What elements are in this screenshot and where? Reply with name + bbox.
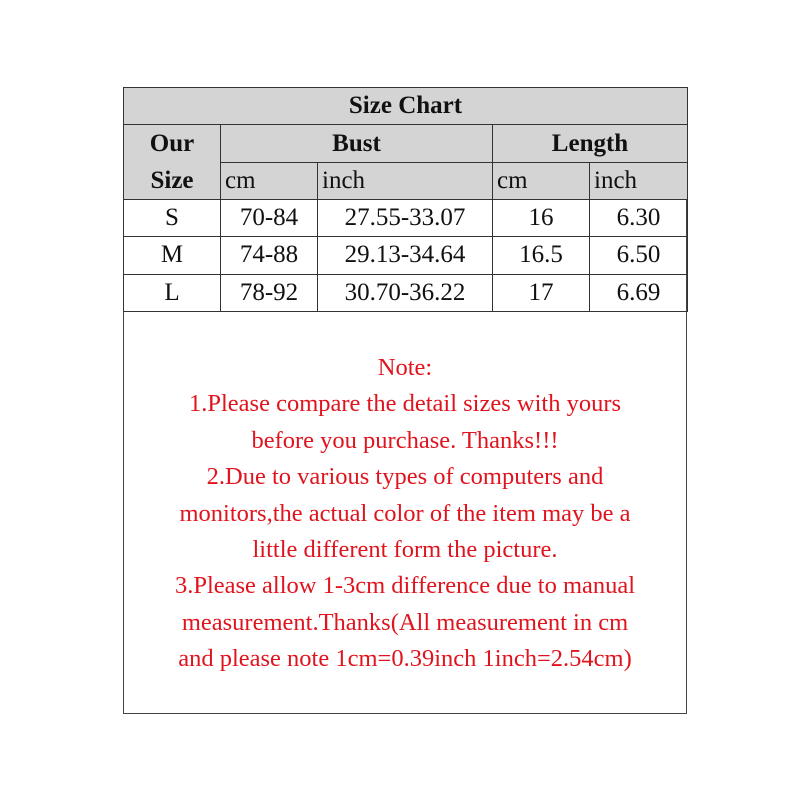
- header-our-size: [123, 125, 221, 200]
- note-line: before you purchase. Thanks!!!: [251, 426, 559, 454]
- header-length: Length: [493, 125, 688, 163]
- header-bust-cm: cm: [221, 163, 318, 200]
- cell-length-inch: 6.50: [590, 237, 688, 274]
- cell-bust-cm: 74-88: [221, 237, 318, 274]
- cell-size: L: [123, 275, 221, 312]
- cell-size: M: [123, 237, 221, 274]
- table-title: Size Chart: [123, 87, 688, 125]
- cell-bust-inch: 30.70-36.22: [318, 275, 493, 312]
- note-line: 2.Due to various types of computers and: [206, 463, 604, 491]
- note-line: monitors,the actual color of the item may be a: [179, 499, 631, 527]
- cell-size: S: [123, 200, 221, 237]
- cell-bust-inch: 27.55-33.07: [318, 200, 493, 237]
- note-line: and please note 1cm=0.39inch 1inch=2.54cm): [178, 645, 632, 673]
- header-our: Our: [149, 130, 195, 157]
- note-line: measurement.Thanks(All measurement in cm: [181, 608, 629, 636]
- cell-length-cm: 16: [493, 200, 590, 237]
- cell-bust-cm: 78-92: [221, 275, 318, 312]
- note-line: 3.Please allow 1-3cm difference due to manual: [174, 572, 636, 600]
- header-length-cm: cm: [493, 163, 590, 200]
- cell-length-inch: 6.30: [590, 200, 688, 237]
- cell-bust-cm: 70-84: [221, 200, 318, 237]
- cell-length-cm: 17: [493, 275, 590, 312]
- cell-length-inch: 6.69: [590, 275, 688, 312]
- header-size: Size: [150, 167, 194, 194]
- note-line: little different form the picture.: [252, 536, 558, 564]
- note-line: Note:: [377, 354, 433, 381]
- header-bust: Bust: [221, 125, 493, 163]
- cell-bust-inch: 29.13-34.64: [318, 237, 493, 274]
- header-bust-inch: inch: [318, 163, 493, 200]
- note-line: 1.Please compare the detail sizes with yours: [188, 390, 622, 418]
- header-length-inch: inch: [590, 163, 688, 200]
- cell-length-cm: 16.5: [493, 237, 590, 274]
- note-text: [123, 350, 687, 678]
